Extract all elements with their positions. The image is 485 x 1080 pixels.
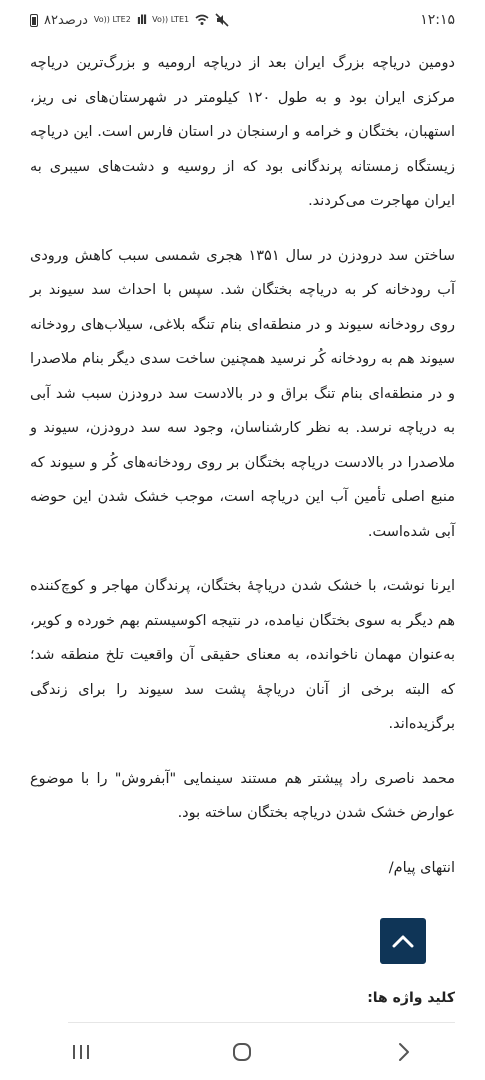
back-button[interactable] bbox=[374, 1032, 434, 1072]
sim2-signal-label: Vo)) LTE2 bbox=[93, 15, 131, 24]
status-bar bbox=[0, 0, 485, 40]
sim1-signal-label: Vo)) LTE1 bbox=[152, 15, 190, 24]
wifi-icon bbox=[195, 14, 209, 26]
keywords-divider bbox=[68, 1022, 455, 1023]
recent-apps-icon bbox=[71, 1043, 91, 1061]
article-paragraph: ایرنا نوشت، با خشک شدن دریاچهٔ بختگان، پرندگان مهاجر و کوچ‌کننده هم دیگر به سوی بختگان نیامده، در نتیجه اکوسیستم بهم خورده و کویر، به‌عنوان مهمان ناخوانده، به معنای حقیقی آن واقعیت تلخ منطقه شد؛ که البته برخی از آنان دریاچهٔ پشت سد سیوند را برای زندگی برگزیده‌اند. bbox=[30, 578, 455, 732]
article-end-marker: انتهای پیام/ bbox=[388, 859, 455, 876]
article-body bbox=[30, 46, 455, 905]
navigation-bar bbox=[0, 1024, 485, 1080]
mute-icon bbox=[215, 13, 229, 27]
back-icon bbox=[397, 1042, 411, 1062]
status-left-group bbox=[30, 13, 229, 28]
home-button[interactable] bbox=[212, 1032, 272, 1072]
article-paragraph: محمد ناصری راد پیشتر هم مستند سینمایی "آبفروش" را با موضوع عوارض خشک شدن دریاچه بختگان ساخته بود. bbox=[30, 770, 455, 821]
battery-percent: ۸۲درصد bbox=[44, 12, 88, 28]
article-paragraph: دومین دریاچه بزرگ ایران بعد از دریاچه ارومیه و بزرگ‌ترین دریاچه مرکزی ایران بود و به طول ۱۲۰ کیلومتر در شهرستان‌های نی ریز، استهبان، بختگان و خرامه و ارسنجان در استان فارس است. این دریاچه زیستگاه زمستانه پرندگانی بود که از روسیه و دشت‌های سیبری به ایران مهاجرت می‌کردند. bbox=[30, 55, 455, 209]
status-time: ۱۲:۱۵ bbox=[420, 12, 455, 28]
signal-bars-icon: ıll bbox=[136, 13, 147, 27]
scroll-to-top-button[interactable] bbox=[380, 918, 426, 964]
home-icon bbox=[231, 1041, 253, 1063]
recent-apps-button[interactable] bbox=[51, 1032, 111, 1072]
article-paragraph: ساختن سد درودزن در سال ۱۳۵۱ هجری شمسی سبب کاهش ورودی آب رودخانه کر به دریاچه بختگان شد. سپس با احداث سد سیوند بر روی رودخانه سیوند و در منطقه‌ای بنام تنگه بلاغی، سیلاب‌های رودخانه سیوند هم به رودخانه کُر نرسید همچنین ساخت سدی دیگر بنام ملاصدرا و در منطقه‌ای بنام تنگ براق و در بالادست سد درودزن سبب شد آبی به دریاچه نرسد. به نظر کارشناسان، وجود سه سد درودزن، سیوند و ملاصدرا در بالادست دریاچه بختگان بر روی رودخانه‌های کُر و سیوند که منبع اصلی تأمین آب این دریاچه است، موجب خشک شدن این حوضه آبی شده‌است. bbox=[30, 247, 455, 540]
chevron-up-icon bbox=[392, 934, 414, 948]
keywords-label: کلید واژه ها: bbox=[367, 990, 455, 1006]
battery-icon bbox=[30, 14, 38, 27]
